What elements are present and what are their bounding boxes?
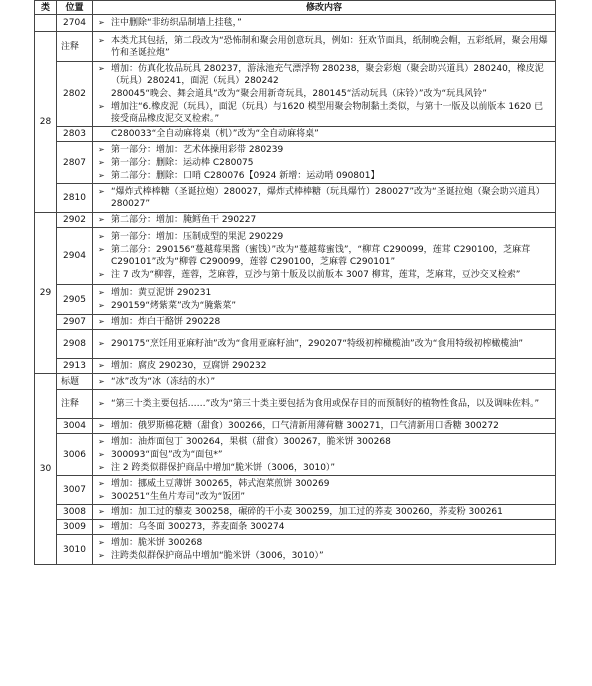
content-line [98, 420, 552, 432]
content-line [98, 244, 552, 268]
content-cell [93, 62, 556, 127]
position-cell: 3008 [57, 505, 93, 520]
content-cell [93, 285, 556, 315]
content-line [98, 269, 552, 281]
position-cell: 注释 [57, 390, 93, 419]
position-cell: 2807 [57, 142, 93, 184]
table-row [35, 359, 556, 374]
table-row [35, 228, 556, 285]
content-text: 第二部分：290156“蔓越莓果酱（蜜饯）”改为“蔓越莓蜜饯”，“柳茸 C290099，莲茸 C290100，芝麻茸 C290101”改为“柳蓉 C290099，莲蓉 C290100，芝麻蓉 C290101” [111, 245, 531, 267]
content-line [98, 231, 552, 243]
content-text: “爆炸式棒棒糖（圣诞拉炮）280027，爆炸式棒棒糖（玩具爆竹）280027”改为“圣诞拉炮（聚会助兴道具）280027” [111, 187, 545, 209]
content-cell [93, 359, 556, 374]
bullet-arrow-icon: ➢ [98, 232, 105, 241]
position-cell: 3004 [57, 419, 93, 434]
content-line [98, 157, 552, 169]
bullet-arrow-icon: ➢ [98, 376, 105, 386]
bullet-arrow-icon: ➢ [98, 301, 105, 310]
bullet-arrow-icon: ➢ [98, 522, 105, 531]
content-text: 增加：仿真化妆品玩具 280237，游泳池充气漂浮物 280238，聚会彩炮（聚会助兴道具）280240，橡皮泥（玩具）280241，面泥（玩具）280242 [111, 64, 544, 86]
content-text: “第三十类主要包括……”改为“第三十类主要包括为食用或保存目的而预制好的植物性食品，以及调味佐料。” [111, 399, 540, 409]
content-cell [93, 476, 556, 505]
bullet-arrow-icon: ➢ [98, 551, 105, 560]
content-line [98, 287, 552, 299]
bullet-arrow-icon: ➢ [98, 491, 105, 501]
content-cell [93, 419, 556, 434]
table-row [35, 374, 556, 390]
bullet-arrow-icon: ➢ [98, 187, 105, 196]
content-cell [93, 127, 556, 142]
table-row [35, 142, 556, 184]
bullet-arrow-icon: ➢ [98, 317, 105, 326]
content-cell [93, 390, 556, 419]
content-line [98, 170, 552, 182]
bullet-arrow-icon: ➢ [98, 421, 105, 430]
class-cell [35, 15, 57, 32]
content-cell [93, 184, 556, 213]
content-line [98, 300, 552, 312]
position-cell: 2904 [57, 228, 93, 285]
content-text: 增加：脆米饼 300268 [111, 538, 203, 548]
position-cell: 2802 [57, 62, 93, 127]
content-text: 注中删除“非纺织品制墙上挂毯，” [111, 18, 242, 28]
bullet-arrow-icon: ➢ [98, 270, 105, 279]
position-cell: 2908 [57, 330, 93, 359]
position-cell: 注释 [57, 32, 93, 62]
bullet-arrow-icon: ➢ [98, 215, 105, 224]
content-line [98, 506, 552, 518]
table-row [35, 535, 556, 565]
content-line [98, 35, 552, 59]
content-text: 300093“面包”改为“面包*” [111, 449, 223, 460]
content-line [98, 128, 552, 140]
content-line [98, 462, 552, 474]
class-cell: 28 [35, 32, 57, 213]
content-text: 注跨类似群保护商品中增加“脆米饼（3006，3010）” [111, 551, 324, 561]
content-cell [93, 213, 556, 228]
bullet-arrow-icon: ➢ [98, 245, 105, 254]
table-row [35, 505, 556, 520]
content-line [98, 144, 552, 156]
content-text: 增加：挪威土豆薄饼 300265，韩式泡菜煎饼 300269 [111, 478, 330, 489]
content-cell [93, 330, 556, 359]
bullet-arrow-icon: ➢ [98, 157, 105, 167]
bullet-arrow-icon: ➢ [98, 102, 105, 111]
content-text: 第二部分：增加：腌鳕鱼干 290227 [111, 215, 257, 225]
content-text: 300251“生鱼片寿司”改为“饭团” [111, 491, 246, 502]
content-cell [93, 374, 556, 390]
bullet-arrow-icon: ➢ [98, 18, 105, 27]
bullet-arrow-icon: ➢ [98, 462, 105, 472]
content-cell [93, 434, 556, 476]
content-text: 增加：乌冬面 300273，荞麦面条 300274 [111, 522, 285, 532]
content-text: 增加：加工过的藜麦 300258，碾碎的干小麦 300259，加工过的荞麦 300260，荞麦粉 300261 [111, 507, 503, 517]
position-cell: 3007 [57, 476, 93, 505]
content-text: 290175“烹饪用亚麻籽油”改为“食用亚麻籽油”，290207“特级初榨橄榄油”改为“食用特级初榨橄榄油” [111, 339, 524, 349]
bullet-arrow-icon: ➢ [98, 64, 105, 73]
content-line [98, 376, 552, 388]
position-cell: 3009 [57, 520, 93, 535]
table-row [35, 213, 556, 228]
content-text: 增加：俄罗斯棉花糖（甜食）300266，口气清新用薄荷糖 300271，口气清新用口香糖 300272 [111, 421, 499, 431]
content-text: “冰”改为“冰（冻结的水）” [111, 376, 216, 387]
table-row [35, 330, 556, 359]
table-row [35, 285, 556, 315]
content-cell [93, 142, 556, 184]
content-line [98, 88, 552, 100]
bullet-arrow-icon: ➢ [98, 339, 105, 348]
content-line [98, 537, 552, 549]
header-class: 类 [35, 1, 57, 15]
table-row [35, 184, 556, 213]
position-cell: 3006 [57, 434, 93, 476]
content-text: 注 7 改为“柳蓉，莲蓉，芝麻蓉，豆沙与第十版及以前版本 3007 柳茸，莲茸，芝麻茸，豆沙交叉检索” [111, 270, 521, 280]
position-cell: 2902 [57, 213, 93, 228]
class-cell: 30 [35, 374, 57, 565]
bullet-arrow-icon: ➢ [98, 507, 105, 516]
content-text: 280045“晚会、舞会道具”改为“聚会用新奇玩具，280145“活动玩具（床铃）”改为“玩具风铃” [111, 89, 487, 99]
content-line [98, 101, 552, 125]
position-cell: 2810 [57, 184, 93, 213]
content-text: 第一部分：增加：艺术体操用彩带 280239 [111, 144, 284, 155]
bullet-arrow-icon: ➢ [98, 449, 105, 459]
position-cell: 2803 [57, 127, 93, 142]
table-row [35, 127, 556, 142]
position-cell: 2913 [57, 359, 93, 374]
content-text: 290159“烤紫菜”改为“腌紫菜” [111, 301, 237, 311]
content-line [98, 316, 552, 328]
position-cell: 2704 [57, 15, 93, 32]
content-line [98, 398, 552, 410]
content-line [98, 436, 552, 448]
content-text: 第二部分：删除：口哨 C280076【0924 新增：运动哨 090801】 [111, 170, 380, 181]
content-line [98, 449, 552, 461]
content-text: 注 2 跨类似群保护商品中增加“脆米饼（3006，3010）” [111, 462, 336, 473]
content-line [98, 491, 552, 503]
header-content: 修改内容 [93, 1, 556, 15]
table-row [35, 62, 556, 127]
bullet-arrow-icon: ➢ [98, 436, 105, 446]
content-line [98, 550, 552, 562]
content-line [98, 186, 552, 210]
bullet-arrow-icon: ➢ [98, 361, 105, 370]
content-text: C280033“全自动麻将桌（机）”改为“全自动麻将桌” [111, 129, 319, 139]
content-text: 增加：黄豆泥饼 290231 [111, 288, 212, 298]
bullet-arrow-icon: ➢ [98, 538, 105, 547]
content-text: 第一部分：增加：压制成型的果泥 290229 [111, 232, 284, 242]
content-line [98, 214, 552, 226]
content-cell [93, 228, 556, 285]
table-row [35, 32, 556, 62]
content-cell [93, 32, 556, 62]
amendment-table [34, 0, 556, 565]
content-cell [93, 15, 556, 32]
content-line [98, 521, 552, 533]
table-row [35, 520, 556, 535]
table-body [35, 15, 556, 565]
table-row [35, 15, 556, 32]
content-line [98, 63, 552, 87]
position-cell: 2907 [57, 315, 93, 330]
bullet-arrow-icon: ➢ [98, 144, 105, 154]
content-cell [93, 535, 556, 565]
bullet-arrow-icon: ➢ [98, 35, 105, 45]
table-row [35, 315, 556, 330]
content-cell [93, 505, 556, 520]
content-line [98, 338, 552, 350]
content-line [98, 17, 552, 29]
table-row [35, 476, 556, 505]
bullet-arrow-icon: ➢ [98, 288, 105, 297]
content-text: 增加：炸白干酪饼 290228 [111, 317, 221, 327]
bullet-arrow-icon: ➢ [98, 399, 105, 408]
content-text: 增加：油炸面包丁 300264，果棋（甜食）300267，脆米饼 300268 [111, 436, 391, 447]
bullet-arrow-icon: ➢ [98, 170, 105, 180]
content-cell [93, 315, 556, 330]
content-text: 第一部分：删除：运动棒 C280075 [111, 157, 254, 168]
content-text: 本类尤其包括，第二段改为“恐怖制和聚会用创意玩具，例如：狂欢节面具，纸制晚会帽，五彩纸屑，聚会用爆竹和圣诞拉炮” [111, 35, 548, 58]
table-row [35, 419, 556, 434]
content-cell [93, 520, 556, 535]
position-cell: 2905 [57, 285, 93, 315]
table-row [35, 434, 556, 476]
header-position: 位置 [57, 1, 93, 15]
content-line [98, 478, 552, 490]
table-header-row [35, 1, 556, 15]
position-cell: 标题 [57, 374, 93, 390]
content-text: 增加：腐皮 290230，豆腐饼 290232 [111, 361, 267, 371]
class-cell: 29 [35, 213, 57, 374]
content-line [98, 360, 552, 372]
bullet-arrow-icon: ➢ [98, 478, 105, 488]
position-cell: 3010 [57, 535, 93, 565]
content-text: 增加注“6.橡皮泥（玩具），面泥（玩具）与1620 模型用聚会物制黏土类似，与第十一版及以前版本 1620 已接受商品橡皮泥交叉检索。” [111, 102, 544, 124]
table-row [35, 390, 556, 419]
